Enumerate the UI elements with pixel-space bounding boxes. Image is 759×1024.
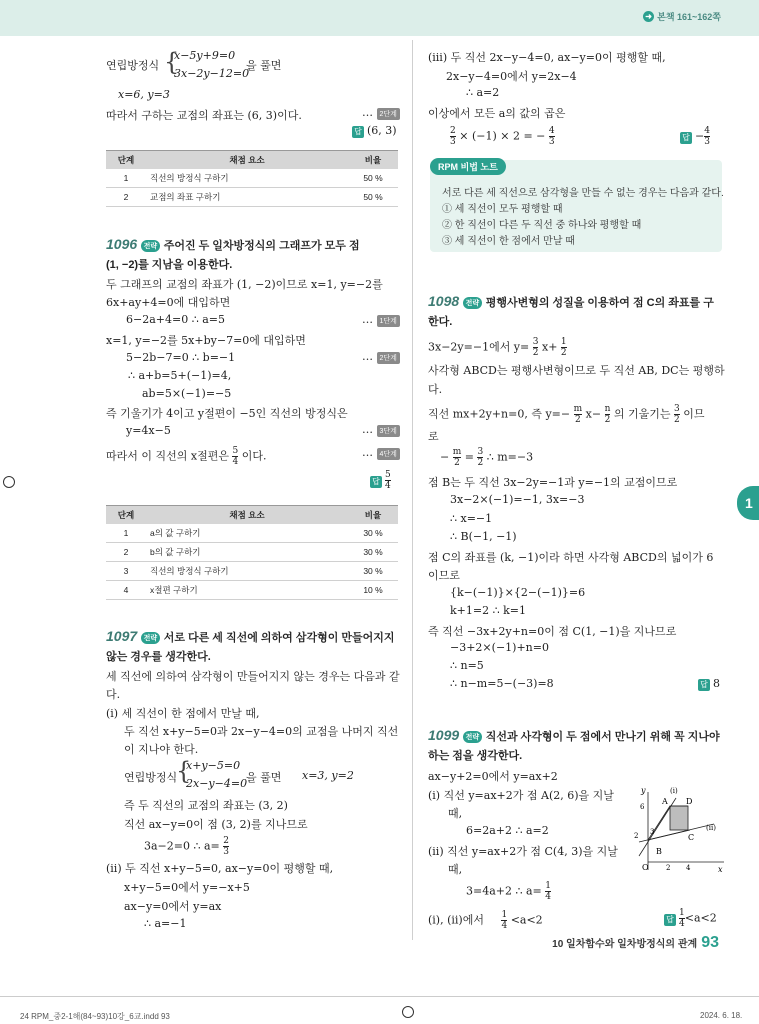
table-row: 2 교점의 좌표 구하기 50 % — [106, 188, 398, 207]
graph-label-6: 6 — [640, 803, 645, 811]
graph-label-origin: O — [642, 863, 649, 872]
graph-label-4: 4 — [686, 864, 691, 872]
graph-1099 — [634, 784, 726, 874]
registration-mark-icon — [3, 476, 15, 488]
table-row: 3 직선의 방정식 구하기 30 % — [106, 562, 398, 581]
graph-label-2-x: 2 — [666, 864, 671, 872]
scoring-table-1: 단계 채점 요소 비율 1 직선의 방정식 구하기 50 % 2 교점의 좌표 구하기 50 % — [106, 150, 398, 207]
problem-1099-header: 1099 전략 직선과 사각형이 두 점에서 만나기 위해 꼭 지나야 — [428, 727, 720, 743]
graph-label-x: x — [718, 865, 723, 874]
graph-label-A: A — [662, 797, 668, 806]
system-label: 연립방정식 — [106, 59, 160, 72]
answer-icon: 답 — [680, 132, 692, 144]
brace: { — [176, 757, 192, 785]
graph-label-3: 3 — [650, 828, 655, 836]
answer: 답 $\frac{5}{4}$ — [370, 470, 391, 491]
scoring-table-2: 단계 채점 요소 비율 1 a의 값 구하기 30 % 2 b의 값 구하기 30 % 3 직선의 방정식 구하기 30 % 4 x절편 구하기 10 % — [106, 505, 398, 600]
graph-label-i: (ⅰ) — [670, 787, 678, 795]
problem-1096-header: 1096 전략 주어진 두 일차방정식의 그래프가 모두 점 — [106, 236, 360, 252]
step-tag: 2단계 — [377, 108, 400, 120]
print-footer: 24 RPM_중2-1해(84~93)10강_6교.indd 93 2024. 6. 18. — [0, 996, 759, 1024]
graph-label-ii: (ⅱ) — [706, 824, 716, 832]
rpm-note-box: 서로 다른 세 직선으로 삼각형을 만들 수 없는 경우는 다음과 같다. ① 세 직선이 모두 평행할 때 ② 한 직선이 다른 두 직선 중 하나와 평행할 때 ③ 세 직선이 한 점에서 만날 때 — [430, 160, 722, 252]
arrow-right-icon: ➜ — [643, 11, 654, 22]
graph-label-D: D — [686, 797, 693, 806]
column-divider — [412, 40, 413, 940]
answer: 답 $\frac{1}{4}$ <a<2 — [664, 908, 717, 929]
answer: 답 (6, 3) — [352, 124, 397, 138]
table-row: 1 직선의 방정식 구하기 50 % — [106, 169, 398, 188]
answer-icon: 답 — [698, 679, 710, 691]
answer: 답 − $\frac{4}{3}$ — [680, 126, 710, 147]
parallelogram-fill — [670, 806, 688, 830]
answer-icon: 답 — [664, 914, 676, 926]
registration-mark-icon — [402, 1006, 414, 1018]
graph-label-C: C — [688, 833, 695, 842]
brace: { — [164, 48, 180, 76]
problem-1098-header: 1098 전략 평행사변형의 성질을 이용하여 점 C의 좌표를 구 — [428, 293, 714, 309]
answer: 답 8 — [698, 677, 720, 691]
graph-label-2-y: 2 — [634, 832, 639, 840]
table-row: 2 b의 값 구하기 30 % — [106, 543, 398, 562]
problem-1097-header: 1097 전략 서로 다른 세 직선에 의하여 삼각형이 만들어지지 — [106, 628, 395, 644]
answer-icon: 답 — [370, 476, 382, 488]
page-reference: ➜ 본책 161~162쪽 — [643, 10, 721, 23]
answer-icon: 답 — [352, 126, 364, 138]
chapter-side-tab: 1 — [737, 486, 759, 520]
rpm-note-title: RPM 비법 노트 — [430, 158, 506, 175]
page-number: 93 — [701, 934, 719, 951]
graph-label-y: y — [641, 786, 646, 795]
graph-label-B: B — [656, 847, 662, 856]
chapter-footer: 10 일차함수와 일차방정식의 관계 93 — [552, 934, 719, 951]
table-row: 1 a의 값 구하기 30 % — [106, 524, 398, 543]
table-row: 4 x절편 구하기 10 % — [106, 581, 398, 600]
